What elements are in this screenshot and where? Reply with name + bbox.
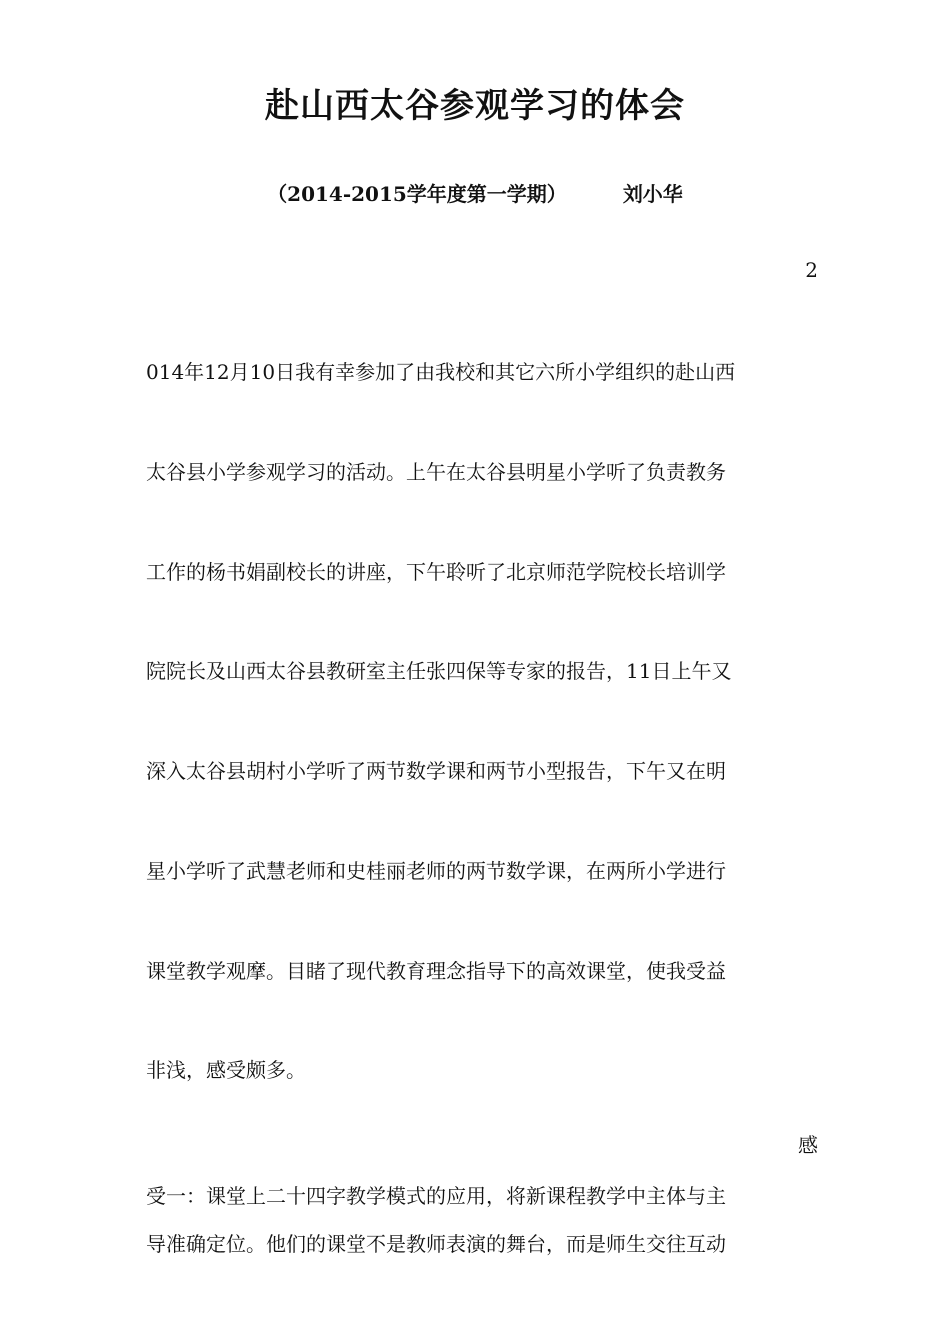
paragraph-1-line: 014年12月10日我有幸参加了由我校和其它六所小学组织的赴山西 (146, 360, 736, 384)
paragraph-1-line: 非浅，感受颇多。 (146, 1058, 306, 1082)
paragraph-1-line: 太谷县小学参观学习的活动。上午在太谷县明星小学听了负责教务 (146, 460, 726, 484)
document-title: 赴山西太谷参观学习的体会 (265, 86, 685, 126)
paragraph-1-lead-fragment: 2 (805, 258, 818, 282)
document-subtitle (0, 178, 950, 207)
term-label: （2014-2015学年度第一学期） (267, 182, 567, 206)
paragraph-1-line: 课堂教学观摩。目睹了现代教育理念指导下的高效课堂，使我受益 (146, 959, 726, 983)
paragraph-1-line: 工作的杨书娟副校长的讲座，下午聆听了北京师范学院校长培训学 (146, 560, 726, 584)
paragraph-2-lead-fragment: 感 (798, 1133, 818, 1157)
paragraph-1-line: 深入太谷县胡村小学听了两节数学课和两节小型报告，下午又在明 (146, 759, 726, 783)
paragraph-2-line: 受一：课堂上二十四字教学模式的应用，将新课程教学中主体与主 (146, 1184, 726, 1208)
paragraph-1-line: 院院长及山西太谷县教研室主任张四保等专家的报告，11日上午又 (146, 659, 732, 683)
paragraph-2-line: 导准确定位。他们的课堂不是教师表演的舞台，而是师生交往互动 (146, 1232, 726, 1256)
paragraph-1-line: 星小学听了武慧老师和史桂丽老师的两节数学课，在两所小学进行 (146, 859, 726, 883)
author-name: 刘小华 (622, 182, 683, 206)
